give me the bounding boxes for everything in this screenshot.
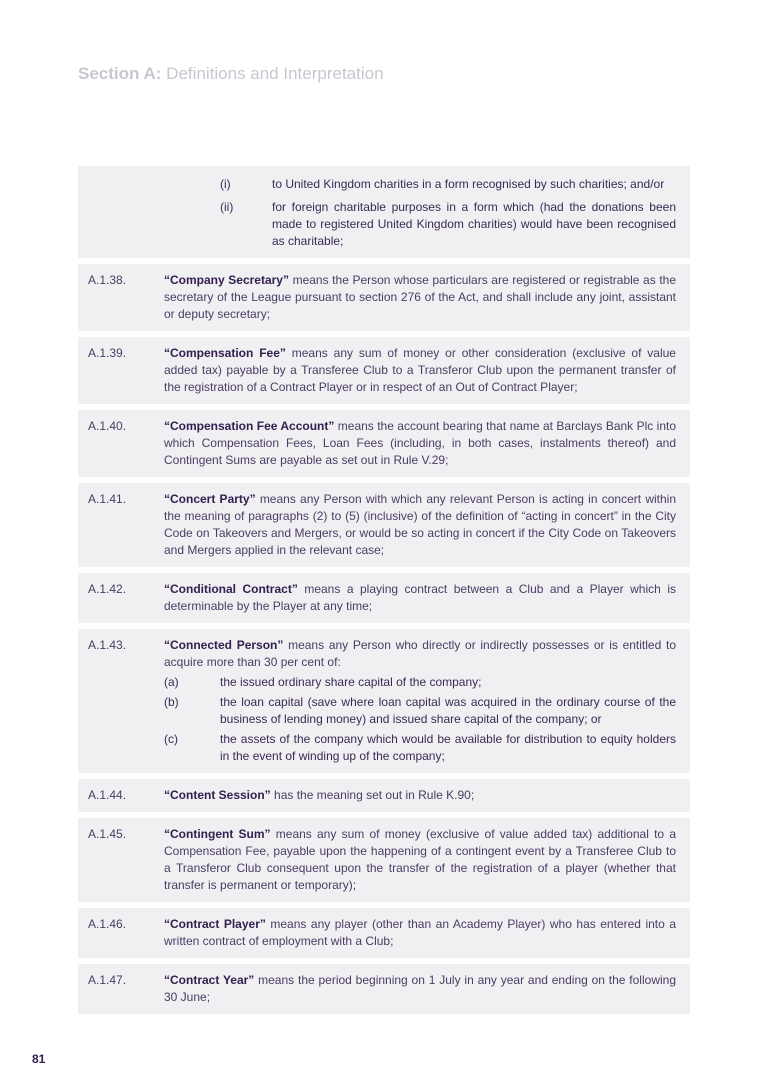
sub-item-label: (b)	[164, 695, 179, 709]
sub-item	[220, 176, 676, 193]
defined-term: “Concert Party”	[164, 492, 256, 506]
definition-row	[78, 964, 690, 1014]
definition-row	[78, 908, 690, 958]
definition-row	[78, 629, 690, 773]
definition-text: means the account bearing that name at Barclays Bank Plc into which Compensation Fees, Loan Fees (including, in both cases, instalments thereof) and Contingent Sums are payable as set out in Rule V.29;	[164, 419, 677, 467]
sub-item-label: (ii)	[220, 200, 234, 214]
definition-text: means a playing contract between a Club and a Player which is determinable by the Player at any time;	[164, 582, 676, 613]
definition-body	[164, 272, 676, 323]
defined-term: “Compensation Fee Account”	[164, 419, 335, 433]
definition-body	[164, 916, 676, 950]
section-header	[78, 64, 384, 84]
rule-number: A.1.38.	[88, 273, 127, 287]
section-title: Definitions and Interpretation	[166, 64, 384, 83]
definition-body	[164, 491, 676, 559]
sub-item	[164, 731, 676, 765]
sub-item-label: (a)	[164, 675, 179, 689]
continuation-items	[220, 174, 676, 250]
sub-item	[220, 199, 676, 250]
definition-body	[164, 637, 676, 765]
sub-item	[164, 694, 676, 728]
definition-row	[78, 337, 690, 404]
definitions-list	[78, 166, 690, 1020]
definition-text: means any sum of money or other consideration (exclusive of value added tax) payable by a Transferee Club to a Transferor Club upon the permanent transfer of the registration of a Contract Player or in respect of an Out of Contract Player;	[164, 346, 676, 394]
rule-number: A.1.39.	[88, 346, 127, 360]
defined-term: “Contract Year”	[164, 973, 255, 987]
definition-body	[164, 418, 676, 469]
rule-number: A.1.41.	[88, 492, 127, 506]
definition-row	[78, 410, 690, 477]
sub-item-text: the assets of the company which would be available for distribution to equity holders in the event of winding up of the company;	[220, 732, 676, 763]
definition-text: means any Person with which any relevant Person is acting in concert within the meaning of paragraphs (2) to (5) (inclusive) of the definition of “acting in concert” in the City Code on Takeovers and Mergers, or would be so acting in concert if the City Code on Takeovers and Mergers applied in the relevant case;	[164, 492, 676, 557]
definition-row	[78, 264, 690, 331]
defined-term: “Contract Player”	[164, 917, 266, 931]
defined-term: “Content Session”	[164, 788, 271, 802]
definition-text: means any Person who directly or indirectly possesses or is entitled to acquire more than 30 per cent of:	[164, 638, 676, 669]
section-label: Section A:	[78, 64, 162, 83]
definition-text: means any player (other than an Academy Player) who has entered into a written contract of employment with a Club;	[164, 917, 676, 948]
sub-item-text: the loan capital (save where loan capital was acquired in the ordinary course of the business of lending money) and issued share capital of the company; or	[220, 695, 676, 726]
definition-row	[78, 483, 690, 567]
rule-number: A.1.46.	[88, 917, 127, 931]
rule-number: A.1.40.	[88, 419, 127, 433]
definition-body	[164, 972, 676, 1006]
defined-term: “Contingent Sum”	[164, 827, 271, 841]
definition-text: has the meaning set out in Rule K.90;	[270, 788, 475, 802]
definition-row	[78, 573, 690, 623]
sub-item	[164, 674, 676, 691]
definition-row	[78, 818, 690, 902]
rule-number: A.1.44.	[88, 788, 127, 802]
defined-term: “Compensation Fee”	[164, 346, 286, 360]
definition-body	[164, 345, 676, 396]
definition-text: means the period beginning on 1 July in any year and ending on the following 30 June;	[164, 973, 676, 1004]
sub-item-text: the issued ordinary share capital of the company;	[220, 675, 482, 689]
defined-term: “Company Secretary”	[164, 273, 289, 287]
page-number: 81	[32, 1052, 46, 1066]
definition-body	[164, 787, 676, 804]
sub-item-label: (i)	[220, 177, 231, 191]
continuation-block	[78, 166, 690, 258]
definition-row	[78, 779, 690, 812]
rule-number: A.1.45.	[88, 827, 127, 841]
definition-body	[164, 826, 676, 894]
defined-term: “Connected Person”	[164, 638, 284, 652]
sub-item-label: (c)	[164, 732, 178, 746]
definition-text: means any sum of money (exclusive of value added tax) additional to a Compensation Fee, payable upon the happening of a contingent event by a Transferee Club to a Transferor Club consequent upon the transfer of the registration of a player (whether that transfer is permanent or temporary);	[164, 827, 676, 892]
rule-number: A.1.47.	[88, 973, 127, 987]
sub-item-text: to United Kingdom charities in a form recognised by such charities; and/or	[272, 177, 665, 191]
rule-number: A.1.43.	[88, 638, 127, 652]
sub-item-text: for foreign charitable purposes in a form which (had the donations been made to registered United Kingdom charities) would have been recognised as charitable;	[272, 200, 676, 248]
defined-term: “Conditional Contract”	[164, 582, 298, 596]
definition-body	[164, 581, 676, 615]
rule-number: A.1.42.	[88, 582, 127, 596]
definition-text: means the Person whose particulars are registered or registrable as the secretary of the League pursuant to section 276 of the Act, and shall include any joint, assistant or deputy secretary;	[164, 273, 676, 321]
